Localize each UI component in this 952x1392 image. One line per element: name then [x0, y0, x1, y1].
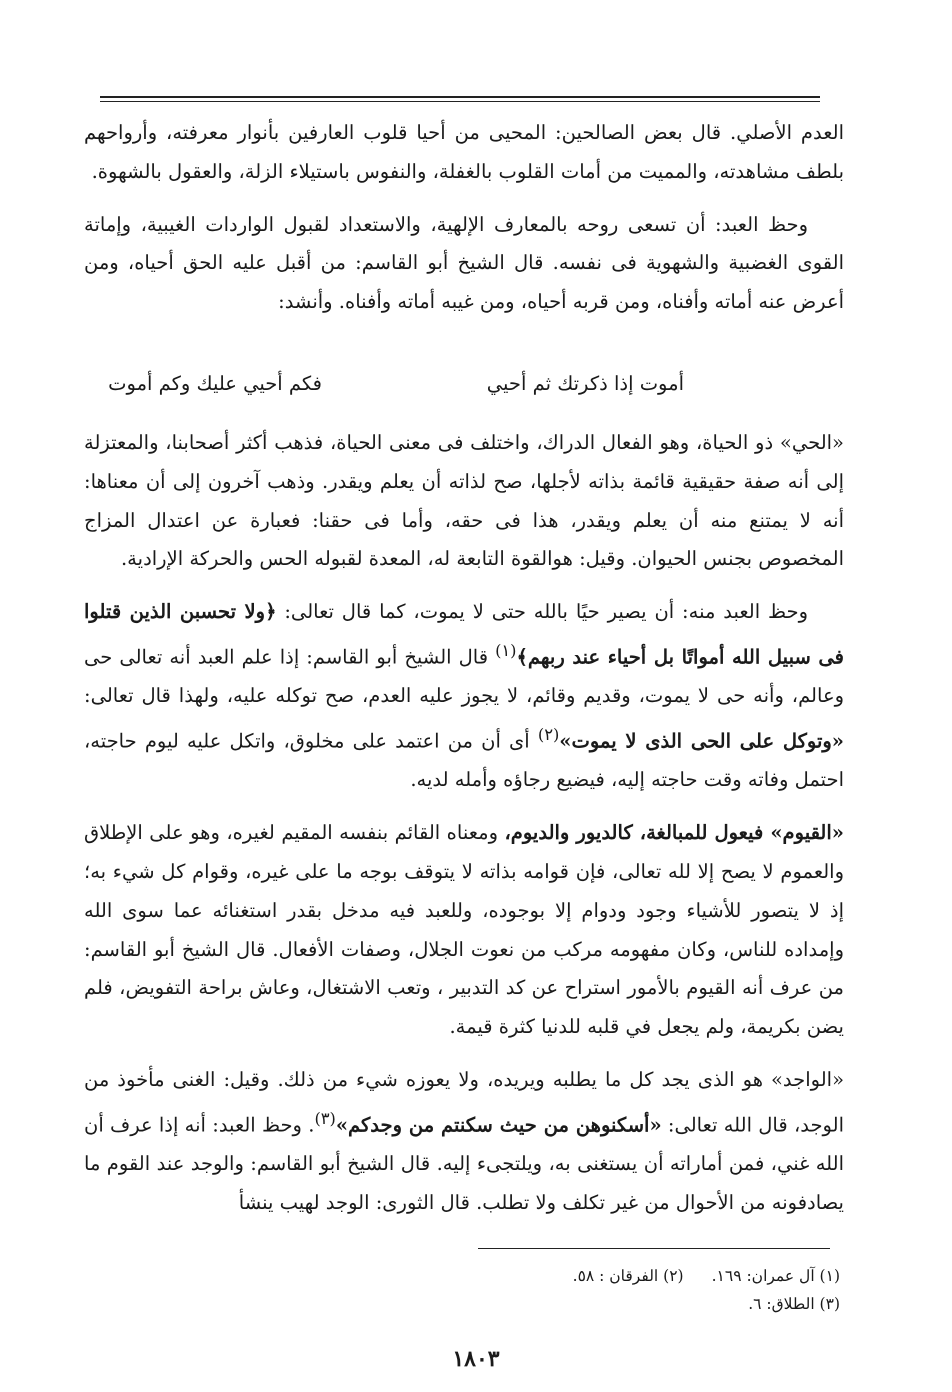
footnote-divider	[478, 1248, 830, 1249]
footnote-row	[440, 1290, 840, 1318]
quran-quote: «أسكنوهن من حيث سكنتم من وجدكم»	[335, 1113, 662, 1137]
main-text-continued	[84, 424, 844, 1223]
footnote-marker: (٢)	[537, 725, 560, 745]
verse-second-hemistich: فكم أحيي عليك وكم أموت	[108, 372, 322, 395]
paragraph-text: «الواجد» هو الذى يجد كل ما يطلبه ويريده، ولا يعوزه شيء من ذلك. وقيل: الغنى مأخوذ من الوجد، قال الله تعالى:	[84, 1067, 844, 1137]
verse-first-hemistich: أموت إذا ذكرتك ثم أحيي	[486, 372, 684, 395]
paragraph-text: قال الشيخ أبو القاسم: إذا علم العبد أنه تعالى حى وعالم، وأنه حى لا يموت، وقديم وقائم، لا يجوز عليه العدم، صح توكله عليه، ولهذا قال تعالى:	[84, 645, 844, 708]
quran-quote: ﴿ولا تحسبن الذين قتلوا فى سبيل الله أمواتًا بل أحياء عند ربهم﴾	[84, 600, 844, 669]
paragraph-2: وحظ العبد: أن تسعى روحه بالمعارف الإلهية، والاستعداد لقبول الواردات الغيبية، وإماتة القوى الغضبية والشهوية فى نفسه. قال الشيخ أبو القاسم: من أقبل عليه الحق أحياه، ومن أعرض عنه أماته وأفناه، ومن قربه أحياه، ومن غيبه أماته وأفناه. وأنشد:	[84, 212, 844, 314]
footnotes	[440, 1262, 840, 1318]
paragraph-al-wajid	[84, 1061, 844, 1223]
footnote-marker: (١)	[495, 640, 517, 660]
paragraph-text: وحظ العبد منه: أن يصير حيًا بالله حتى لا يموت، كما قال تعالى:	[276, 600, 808, 624]
paragraph-al-hayy: «الحي» ذو الحياة، وهو الفعال الدراك، واختلف فى معنى الحياة، فذهب أكثر أصحابنا، والمعتزلة إلى أنه صفة حقيقية قائمة بذاته لأجلها، صح لذاته أن يعلم ويقدر. وذهب آخرون إلى أن معناها: أنه لا يمتنع منه أن يعلم ويقدر، هذا فى حقه، وأما فى حقنا: فعبارة عن اعتدال المزاج المخصوص بجنس الحيوان. وقيل: هوالقوة التابعة له، المعدة لقبوله الحس والحركة الإرادية.	[84, 431, 844, 571]
paragraph-text: أى أن من اعتمد على مخلوق، واتكل عليه ليوم حاجته، احتمل وفاته وقت حاجته إليه، فيضيع رجاؤه وأمله لديه.	[84, 729, 844, 792]
paragraph-hazz-al-abd	[84, 593, 844, 800]
footnote-2: (٢) الفرقان : ٥٨.	[572, 1267, 684, 1285]
paragraph-text: . وحظ العبد: أنه إذا عرف أن الله غني، فمن أماراته أن يستغنى به، ويلتجىء إليه. قال الشيخ أبو القاسم: والوجد عند القوم ما يصادفونه من الأحوال من غير تكلف ولا تطلب. قال الثورى: الوجد لهيب ينشأ	[84, 1113, 844, 1214]
quran-quote: «وتوكل على الحى الذى لا يموت»	[559, 729, 844, 753]
page-number: ١٨٠٣	[452, 1346, 500, 1372]
footnote-row	[440, 1262, 840, 1290]
footnote-marker: (٣)	[314, 1108, 336, 1128]
paragraph-1: العدم الأصلي. قال بعض الصالحين: المحيى من أحيا قلوب العارفين بأنوار معرفته، وأرواحهم بلطف مشاهدته، والمميت من أمات القلوب بالغفلة، والنفوس باستيلاء الزلة، والعقول بالشهوة.	[84, 121, 844, 183]
poetry-verse	[84, 372, 844, 410]
main-text	[84, 114, 844, 322]
paragraph-al-qayyum	[84, 814, 844, 1047]
term-heading: «القيوم» فيعول للمبالغة، كالديور والديوم،	[504, 821, 844, 845]
footnote-3: (٣) الطلاق: ٦.	[748, 1295, 840, 1313]
footnote-1: (١) آل عمران: ١٦٩.	[711, 1267, 840, 1285]
header-rule-thick	[100, 96, 820, 98]
paragraph-text: ومعناه القائم بنفسه المقيم لغيره، وهو على الإطلاق والعموم لا يصح إلا لله تعالى، فإن قوامه بذاته لا يتوقف بوجه ما على غيره، وقوام كل شيء به؛ إذ لا يتصور للأشياء وجود ودوام إلا بوجوده، وللعبد فيه مدخل بقدر استغنائه عما سوى الله وإمداده للناس، وكان مفهومه مركب من نعوت الجلال، وصفات الأفعال. قال الشيخ أبو القاسم: من عرف أنه القيوم بالأمور استراح عن كد التدبير ، وتعب الاشتغال، وعاش براحة التفويض، فلم يضن بكريمة، ولم يجعل في قلبه للدنيا كثرة قيمة.	[84, 821, 844, 1039]
header-rule-thin	[100, 101, 820, 102]
